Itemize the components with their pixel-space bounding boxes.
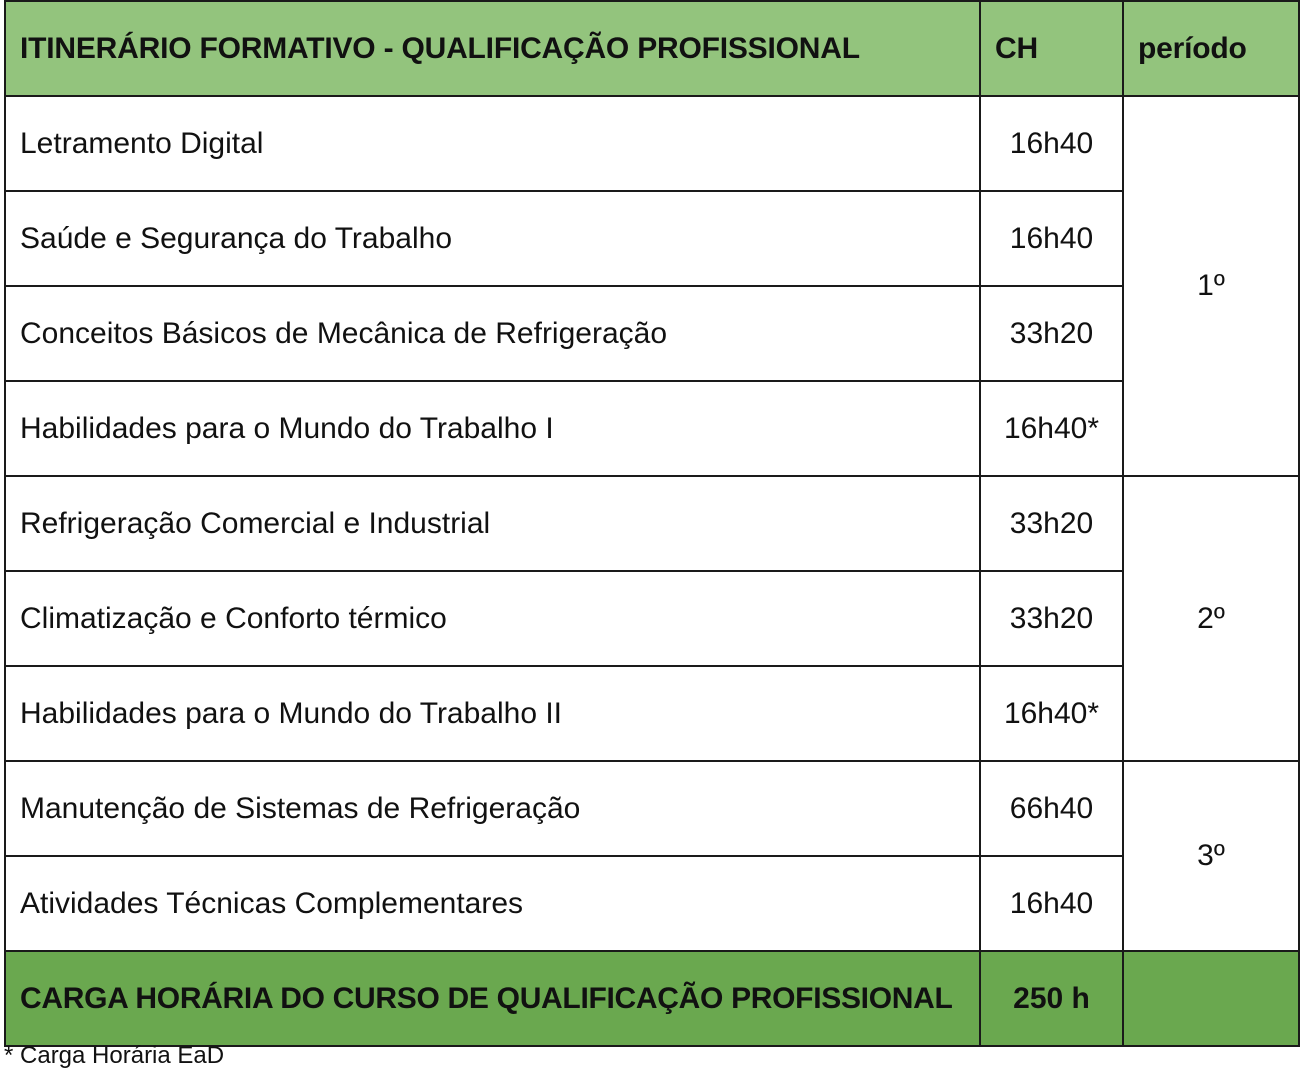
period-cell: 2º	[1123, 476, 1299, 761]
course-hours: 33h20	[980, 476, 1123, 571]
table-row	[5, 856, 1299, 951]
course-name: Conceitos Básicos de Mecânica de Refrigeração	[5, 286, 980, 381]
table-row	[5, 191, 1299, 286]
course-name: Habilidades para o Mundo do Trabalho II	[5, 666, 980, 761]
course-hours: 16h40*	[980, 381, 1123, 476]
course-hours: 66h40	[980, 761, 1123, 856]
course-name: Atividades Técnicas Complementares	[5, 856, 980, 951]
course-name: Manutenção de Sistemas de Refrigeração	[5, 761, 980, 856]
total-hours: 250 h	[980, 951, 1123, 1046]
table-row	[5, 476, 1299, 571]
header-title: ITINERÁRIO FORMATIVO - QUALIFICAÇÃO PROFISSIONAL	[5, 1, 980, 96]
table-row	[5, 571, 1299, 666]
total-period	[1123, 951, 1299, 1046]
course-hours: 16h40	[980, 191, 1123, 286]
course-name: Saúde e Segurança do Trabalho	[5, 191, 980, 286]
curriculum-table	[4, 0, 1300, 1047]
total-label: CARGA HORÁRIA DO CURSO DE QUALIFICAÇÃO PROFISSIONAL	[5, 951, 980, 1046]
header-ch: CH	[980, 1, 1123, 96]
course-hours: 33h20	[980, 286, 1123, 381]
course-name: Refrigeração Comercial e Industrial	[5, 476, 980, 571]
table-row	[5, 381, 1299, 476]
course-hours: 16h40	[980, 856, 1123, 951]
table-row	[5, 96, 1299, 191]
total-row	[5, 951, 1299, 1046]
table-header-row	[5, 1, 1299, 96]
period-cell: 1º	[1123, 96, 1299, 476]
footnote: * Carga Horária EaD	[4, 1042, 225, 1069]
course-hours: 16h40*	[980, 666, 1123, 761]
header-period: período	[1123, 1, 1299, 96]
period-cell: 3º	[1123, 761, 1299, 951]
course-name: Climatização e Conforto térmico	[5, 571, 980, 666]
course-name: Habilidades para o Mundo do Trabalho I	[5, 381, 980, 476]
course-name: Letramento Digital	[5, 96, 980, 191]
table-row	[5, 666, 1299, 761]
table-row	[5, 761, 1299, 856]
course-hours: 33h20	[980, 571, 1123, 666]
table-row	[5, 286, 1299, 381]
course-hours: 16h40	[980, 96, 1123, 191]
